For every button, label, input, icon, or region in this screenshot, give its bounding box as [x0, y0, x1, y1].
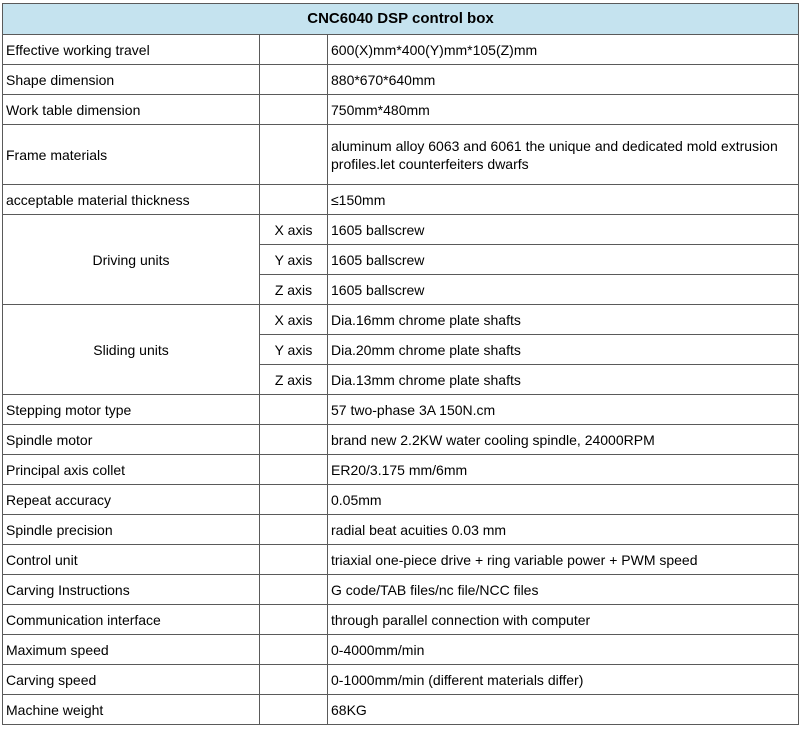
spec-label: Shape dimension [3, 65, 260, 95]
empty-cell [260, 635, 328, 665]
empty-cell [260, 185, 328, 215]
spec-label: Maximum speed [3, 635, 260, 665]
spec-label: acceptable material thickness [3, 185, 260, 215]
table-row [3, 35, 799, 65]
table-row [3, 215, 799, 245]
axis-label: X axis [260, 215, 328, 245]
axis-label: Y axis [260, 245, 328, 275]
spec-label: Carving Instructions [3, 575, 260, 605]
driving-units-label: Driving units [3, 215, 260, 305]
empty-cell [260, 425, 328, 455]
spec-label: Carving speed [3, 665, 260, 695]
spec-value: brand new 2.2KW water cooling spindle, 24000RPM [328, 425, 799, 455]
spec-value: 750mm*480mm [328, 95, 799, 125]
spec-value: G code/TAB files/nc file/NCC files [328, 575, 799, 605]
spec-value: triaxial one-piece drive + ring variable power + PWM speed [328, 545, 799, 575]
empty-cell [260, 125, 328, 185]
spec-label: Repeat accuracy [3, 485, 260, 515]
table-row [3, 425, 799, 455]
spec-value: Dia.13mm chrome plate shafts [328, 365, 799, 395]
empty-cell [260, 35, 328, 65]
axis-label: Z axis [260, 365, 328, 395]
spec-label: Work table dimension [3, 95, 260, 125]
empty-cell [260, 605, 328, 635]
spec-value: ER20/3.175 mm/6mm [328, 455, 799, 485]
spec-value: through parallel connection with computer [328, 605, 799, 635]
spec-table [2, 3, 799, 725]
spec-value: 600(X)mm*400(Y)mm*105(Z)mm [328, 35, 799, 65]
table-row [3, 515, 799, 545]
sliding-units-label: Sliding units [3, 305, 260, 395]
spec-value: 57 two-phase 3A 150N.cm [328, 395, 799, 425]
spec-label: Frame materials [3, 125, 260, 185]
spec-value: 880*670*640mm [328, 65, 799, 95]
axis-label: Y axis [260, 335, 328, 365]
table-row [3, 605, 799, 635]
table-row [3, 545, 799, 575]
spec-value: 0.05mm [328, 485, 799, 515]
spec-value: aluminum alloy 6063 and 6061 the unique and dedicated mold extrusion profiles.let counterfeiters dwarfs [328, 125, 799, 185]
spec-value: radial beat acuities 0.03 mm [328, 515, 799, 545]
spec-value: Dia.20mm chrome plate shafts [328, 335, 799, 365]
spec-label: Control unit [3, 545, 260, 575]
table-row [3, 485, 799, 515]
table-row [3, 575, 799, 605]
spec-value: 0-4000mm/min [328, 635, 799, 665]
table-row [3, 395, 799, 425]
axis-label: X axis [260, 305, 328, 335]
title-row [3, 4, 799, 35]
table-title: CNC6040 DSP control box [3, 4, 799, 35]
empty-cell [260, 455, 328, 485]
spec-value: 1605 ballscrew [328, 275, 799, 305]
spec-label: Spindle precision [3, 515, 260, 545]
table-row [3, 635, 799, 665]
table-row [3, 665, 799, 695]
table-row [3, 455, 799, 485]
empty-cell [260, 545, 328, 575]
spec-label: Effective working travel [3, 35, 260, 65]
spec-value: Dia.16mm chrome plate shafts [328, 305, 799, 335]
spec-label: Principal axis collet [3, 455, 260, 485]
table-row [3, 185, 799, 215]
empty-cell [260, 695, 328, 725]
table-row [3, 125, 799, 185]
spec-label: Spindle motor [3, 425, 260, 455]
spec-label: Stepping motor type [3, 395, 260, 425]
spec-value: 68KG [328, 695, 799, 725]
table-row [3, 695, 799, 725]
spec-label: Machine weight [3, 695, 260, 725]
spec-value: 1605 ballscrew [328, 245, 799, 275]
empty-cell [260, 65, 328, 95]
empty-cell [260, 395, 328, 425]
table-row [3, 95, 799, 125]
table-row [3, 305, 799, 335]
empty-cell [260, 485, 328, 515]
spec-value: ≤150mm [328, 185, 799, 215]
spec-label: Communication interface [3, 605, 260, 635]
axis-label: Z axis [260, 275, 328, 305]
spec-value: 0-1000mm/min (different materials differ) [328, 665, 799, 695]
table-row [3, 65, 799, 95]
spec-value: 1605 ballscrew [328, 215, 799, 245]
empty-cell [260, 575, 328, 605]
empty-cell [260, 665, 328, 695]
empty-cell [260, 95, 328, 125]
empty-cell [260, 515, 328, 545]
